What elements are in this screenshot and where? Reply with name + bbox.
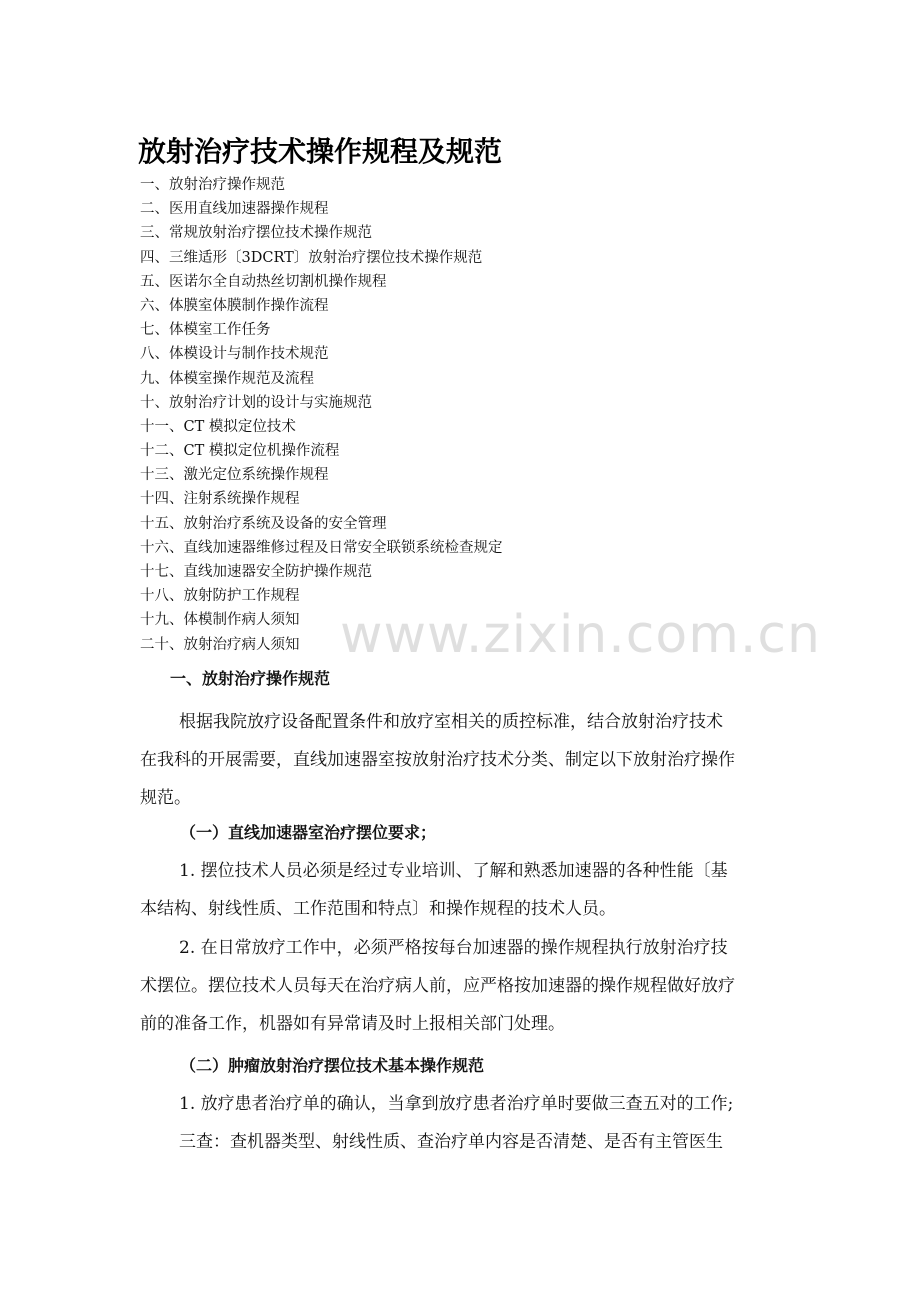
paragraph-line: 规范。 bbox=[140, 788, 191, 808]
subsection-heading: （二）肿瘤放射治疗摆位技术基本操作规范 bbox=[180, 1056, 485, 1075]
section-heading: 一、放射治疗操作规范 bbox=[170, 669, 331, 688]
toc-item: 四、三维适形〔3DCRT〕放射治疗摆位技术操作规范 bbox=[140, 249, 483, 266]
toc-item: 十五、放射治疗系统及设备的安全管理 bbox=[140, 515, 387, 532]
toc-item: 五、医诺尔全自动热丝切割机操作规程 bbox=[140, 273, 387, 290]
toc-item: 二、医用直线加速器操作规程 bbox=[140, 201, 329, 218]
toc-item: 十八、放射防护工作规程 bbox=[140, 588, 300, 605]
toc-item: 十二、CT 模拟定位机操作流程 bbox=[140, 443, 340, 460]
intro-paragraph bbox=[140, 703, 780, 817]
toc-item: 九、体模室操作规范及流程 bbox=[140, 370, 314, 387]
paragraph-line: 术摆位。摆位技术人员每天在治疗病人前，应严格按加速器的操作规程做好放疗 bbox=[140, 976, 735, 996]
paragraph-line: 前的准备工作，机器如有异常请及时上报相关部门处理。 bbox=[140, 1014, 565, 1034]
paragraph-line: 三查：查机器类型、射线性质、查治疗单内容是否清楚、是否有主管医生 bbox=[179, 1132, 723, 1152]
toc-item: 七、体模室工作任务 bbox=[140, 322, 271, 339]
paragraph bbox=[140, 852, 780, 928]
paragraph-line: 2. 在日常放疗工作中，必须严格按每台加速器的操作规程执行放射治疗技 bbox=[179, 938, 728, 958]
watermark: www.zixin.com.cn bbox=[340, 605, 821, 665]
toc-item: 十七、直线加速器安全防护操作规范 bbox=[140, 564, 372, 580]
toc-item: 二十、放射治疗病人须知 bbox=[140, 636, 300, 653]
toc-item: 十六、直线加速器维修过程及日常安全联锁系统检查规定 bbox=[140, 539, 503, 556]
toc-item: 八、体模设计与制作技术规范 bbox=[140, 346, 329, 363]
toc-item: 十三、激光定位系统操作规程 bbox=[140, 467, 329, 484]
toc-item: 三、常规放射治疗摆位技术操作规范 bbox=[140, 225, 372, 242]
table-of-contents bbox=[140, 173, 780, 657]
toc-item: 十四、注射系统操作规程 bbox=[140, 491, 300, 508]
paragraph-line: 在我科的开展需要，直线加速器室按放射治疗技术分类、制定以下放射治疗操作 bbox=[140, 750, 735, 770]
paragraph-line: 1. 放疗患者治疗单的确认，当拿到放疗患者治疗单时要做三查五对的工作; bbox=[179, 1094, 734, 1114]
paragraph bbox=[140, 929, 780, 1043]
toc-item: 十一、CT 模拟定位技术 bbox=[140, 418, 296, 435]
paragraph-line: 1. 摆位技术人员必须是经过专业培训、了解和熟悉加速器的各种性能〔基 bbox=[179, 861, 728, 881]
toc-item: 六、体膜室体膜制作操作流程 bbox=[140, 297, 329, 314]
paragraph-line: 本结构、射线性质、工作范围和特点〕和操作规程的技术人员。 bbox=[140, 899, 616, 919]
toc-item: 十、放射治疗计划的设计与实施规范 bbox=[140, 394, 372, 411]
toc-item: 十九、体模制作病人须知 bbox=[140, 612, 300, 629]
toc-item: 一、放射治疗操作规范 bbox=[140, 177, 285, 193]
subsection-heading: （一）直线加速器室治疗摆位要求； bbox=[180, 823, 437, 842]
paragraph bbox=[140, 1085, 780, 1161]
paragraph-line: 根据我院放疗设备配置条件和放疗室相关的质控标准，结合放射治疗技术 bbox=[179, 712, 723, 732]
document-title: 放射治疗技术操作规程及规范 bbox=[138, 135, 503, 168]
